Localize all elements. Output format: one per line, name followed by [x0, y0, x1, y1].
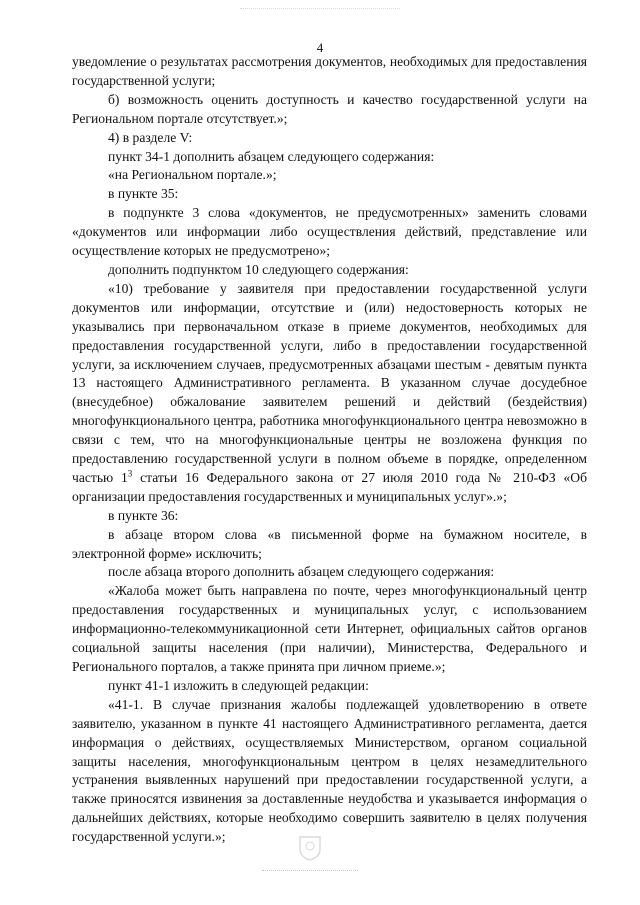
page-number: 4 — [316, 40, 324, 55]
paragraph: уведомление о результатах рассмотрения документов, необходимых для предоставления государственной услуги; — [72, 54, 587, 88]
paragraph-part: статьи 16 Федерального закона от 27 июля 2010 года № 210-ФЗ «Об организации предоставления государственных и муниципальных услуг».»; — [72, 469, 587, 504]
document-body — [72, 53, 587, 847]
paragraph: «41-1. В случае признания жалобы подлежащей удовлетворению в ответе заявителю, указанном в пункте 41 настоящего Административного регламента, дается информация о действиях, осуществляемых Министерством, органом социальной защиты населения, многофункциональным центром в целях незамедлительного устранения выявленных нарушений при предоставлении государственной услуги, а также приносятся извинения за доставленные неудобства и указывается информация о дальнейших действиях, которые необходимо совершить заявителю в целях получения государственной услуги.»; — [72, 696, 587, 845]
paragraph: после абзаца второго дополнить абзацем следующего содержания: — [108, 564, 495, 580]
paragraph-part: «10) требование у заявителя при предоставлении государственной услуги документов или информации, отсутствие и (или) недостоверность которых не указывались при первоначальном отказе в приеме документов, необходимых для предоставления государственной услуги, либо в предоставлении государственной услуги, за исключением случаев, предусмотренных абзацами шестым - девятым пункта 13 настоящего Административного регламента. В указанном случае досудебное (внесудебное) обжалование заявителем решений и действий (бездействия) многофункционального центра, работника многофункционального центра невозможно в связи с тем, что на многофункциональные центры не возложена функция по предоставлению государственной услуги в полном объеме в порядке, определенном частью 1 — [72, 280, 587, 485]
paragraph: дополнить подпунктом 10 следующего содержания: — [108, 261, 409, 277]
paragraph: 4) в разделе V: — [108, 129, 193, 145]
paragraph: в подпункте 3 слова «документов, не предусмотренных» заменить словами «документов или информации либо осуществления действий, представление или осуществление которых не предусмотрено»; — [72, 205, 587, 259]
scan-artifact-top — [240, 8, 400, 10]
paragraph: б) возможность оценить доступность и качество государственной услуги на Региональном портале отсутствует.»; — [72, 91, 587, 126]
paragraph: в пункте 35: — [108, 186, 179, 202]
paragraph: «Жалоба может быть направлена по почте, через многофункциональный центр предоставления государственных и муниципальных услуг, с использованием информационно-телекоммуникационной сети Интернет, официальных сайтов органов социальной защиты населения (при наличии), Министерства, Федерального и Регионального порталов, а также принята при личном приеме.»; — [72, 583, 587, 674]
superscript: 3 — [127, 468, 133, 479]
paragraph: «на Региональном портале.»; — [108, 167, 277, 183]
paragraph-with-superscript — [72, 280, 587, 507]
seal-icon — [297, 833, 323, 861]
paragraph: пункт 34-1 дополнить абзацем следующего содержания: — [108, 148, 435, 164]
scan-artifact-bottom — [262, 870, 358, 872]
paragraph: в пункте 36: — [108, 507, 179, 523]
paragraph: пункт 41-1 изложить в следующей редакции: — [108, 677, 369, 693]
paragraph: в абзаце втором слова «в письменной форме на бумажном носителе, в электронной форме» исключить; — [72, 526, 587, 561]
